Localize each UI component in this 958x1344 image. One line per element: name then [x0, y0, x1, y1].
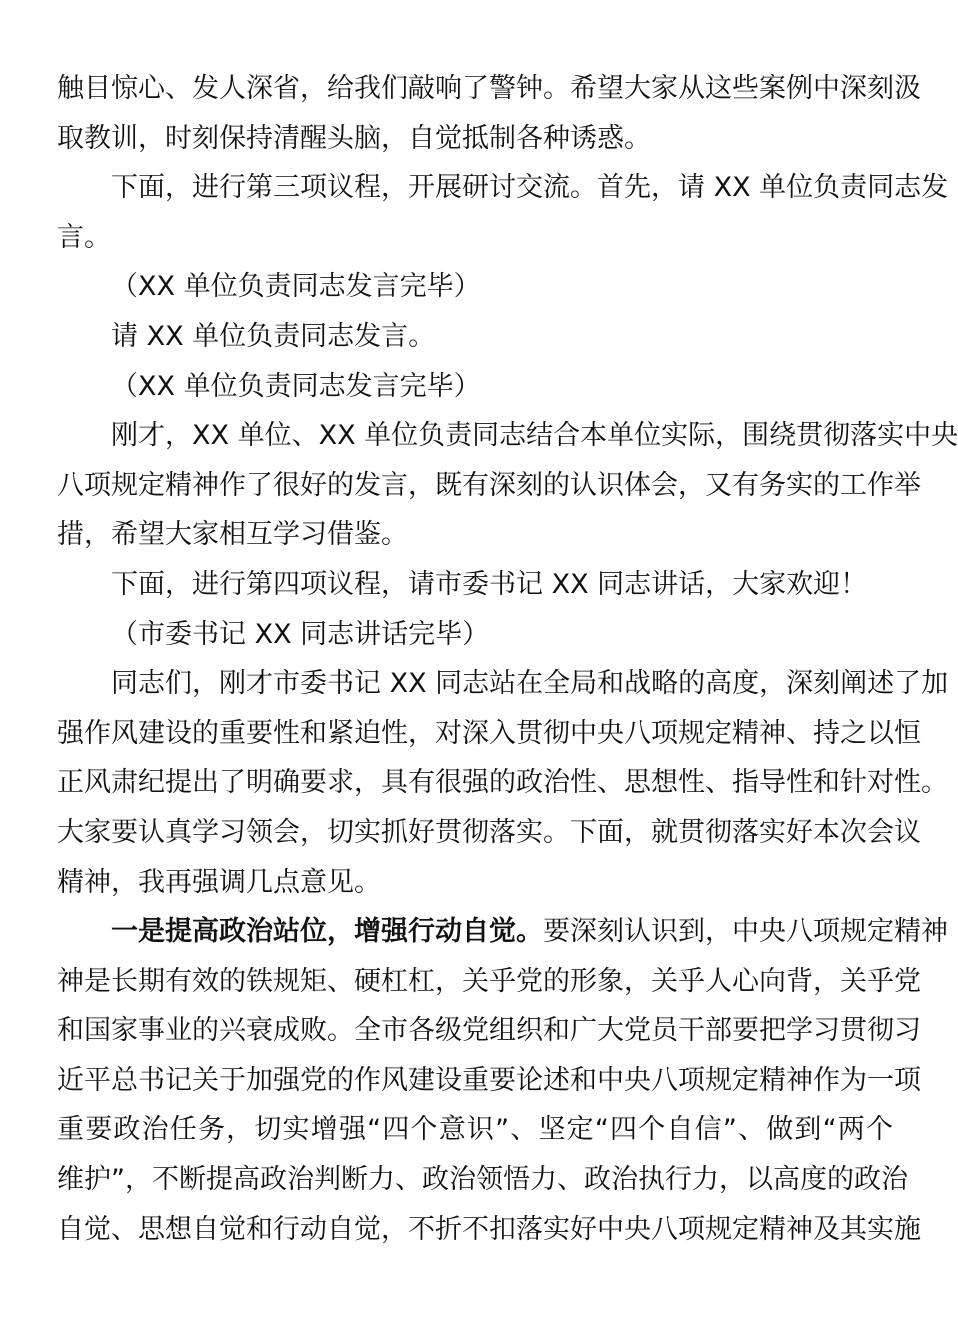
text-line: 重要政治任务，切实增强“四个意识”、坚定“四个自信”、做到“两个 — [57, 1114, 893, 1146]
text-line: 正风肃纪提出了明确要求，具有很强的政治性、思想性、指导性和针对性。 — [57, 767, 948, 799]
text-line: 下面，进行第三项议程，开展研讨交流。首先，请 XX 单位负责同志发 — [111, 172, 949, 204]
text-line: 触目惊心、发人深省，给我们敲响了警钟。希望大家从这些案例中深刻汲 — [57, 73, 921, 104]
point-one-first-line — [57, 907, 948, 957]
text-line: 刚才，XX 单位、XX 单位负责同志结合本单位实际，围绕贯彻落实中央 — [111, 420, 958, 452]
text-line: 和国家事业的兴衰成败。全市各级党组织和广大党员干部要把学习贯彻习 — [57, 1015, 921, 1047]
text-line: 措，希望大家相互学习借鉴。 — [57, 519, 408, 551]
text-line: （XX 单位负责同志发言完毕） — [111, 271, 481, 303]
text-line: 同志们，刚才市委书记 XX 同志站在全局和战略的高度，深刻阐述了加 — [111, 668, 949, 700]
text-line: 大家要认真学习领会，切实抓好贯彻落实。下面，就贯彻落实好本次会议 — [57, 816, 921, 848]
text-line: （XX 单位负责同志发言完毕） — [111, 370, 481, 402]
text-line: 八项规定精神作了很好的发言，既有深刻的认识体会，又有务实的工作举 — [57, 469, 921, 501]
text-line: 请 XX 单位负责同志发言。 — [111, 320, 436, 352]
point-one-heading: 一是提高政治站位，增强行动自觉。 — [111, 916, 543, 948]
point-one-text: 要深刻认识到，中央八项规定精神 — [543, 916, 948, 948]
text-line: 强作风建设的重要性和紧迫性，对深入贯彻中央八项规定精神、持之以恒 — [57, 717, 921, 749]
text-line: 精神，我再强调几点意见。 — [57, 866, 381, 898]
text-line: 维护”，不断提高政治判断力、政治领悟力、政治执行力，以高度的政治 — [57, 1164, 908, 1196]
text-line: （市委书记 XX 同志讲话完毕） — [111, 618, 490, 650]
text-line: 言。 — [57, 221, 111, 253]
text-line: 取教训，时刻保持清醒头脑，自觉抵制各种诱惑。 — [57, 122, 651, 154]
text-line: 下面，进行第四项议程，请市委书记 XX 同志讲话，大家欢迎！ — [111, 568, 868, 600]
text-line: 自觉、思想自觉和行动自觉，不折不扣落实好中央八项规定精神及其实施 — [57, 1213, 921, 1245]
document-page — [57, 64, 958, 1254]
text-line: 近平总书记关于加强党的作风建设重要论述和中央八项规定精神作为一项 — [57, 1064, 921, 1096]
text-line: 神是长期有效的铁规矩、硬杠杠，关乎党的形象，关乎人心向背，关乎党 — [57, 965, 921, 997]
